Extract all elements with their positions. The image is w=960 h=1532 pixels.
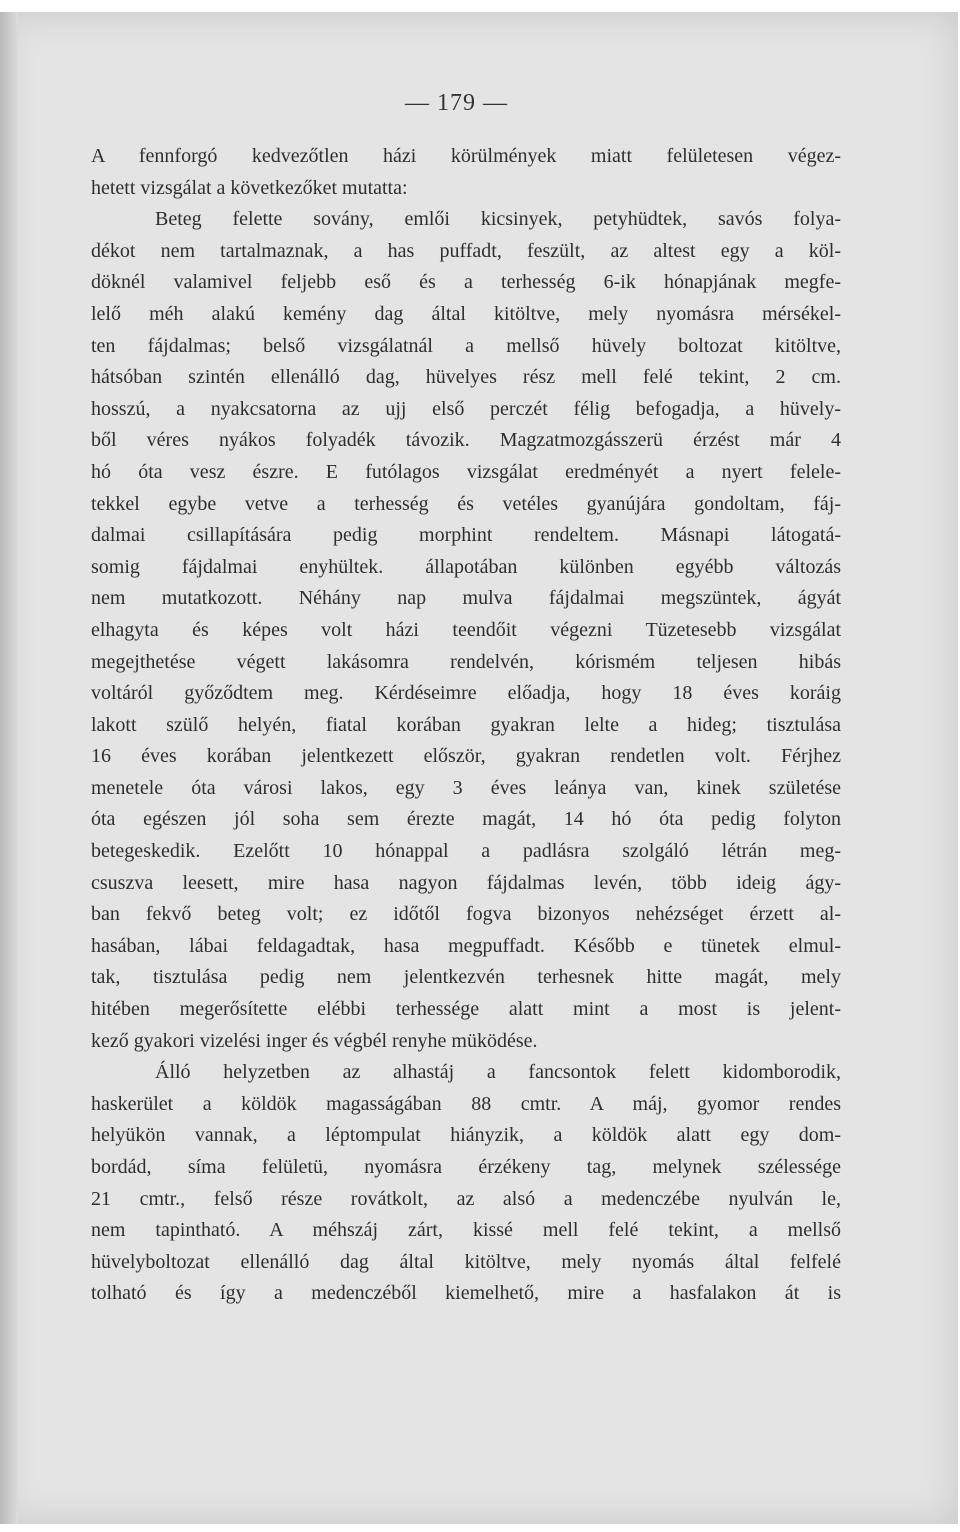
text-line: betegeskedik. Ezelőtt 10 hónappal a padlásra szolgáló létrán meg- xyxy=(91,840,841,863)
text-line: ban fekvő beteg volt; ez időtől fogva bizonyos nehézséget érzett al- xyxy=(91,903,841,926)
body-text xyxy=(91,141,841,1310)
text-line: dalmai csillapítására pedig morphint rendeltem. Másnapi látogatá- xyxy=(91,524,841,547)
text-line: lelő méh alakú kemény dag által kitöltve, mely nyomásra mérsékel- xyxy=(91,302,841,325)
text-line: hasában, lábai feldagadtak, hasa megpuffadt. Később e tünetek elmul- xyxy=(91,934,841,957)
text-line: hó óta vesz észre. E futólagos vizsgálat eredményét a nyert felele- xyxy=(91,460,841,483)
text-line: hosszú, a nyakcsatorna az ujj első perczét félig befogadja, a hüvely- xyxy=(91,397,841,420)
text-line: voltáról győződtem meg. Kérdéseimre előadja, hogy 18 éves koráig xyxy=(91,682,841,705)
text-line: kező gyakori vizelési inger és végbél renyhe müködése. xyxy=(91,1029,538,1052)
paragraph-start-line: Beteg felette sovány, emlői kicsinyek, petyhüdtek, savós folya- xyxy=(155,208,841,231)
text-line: ből véres nyákos folyadék távozik. Magzatmozgásszerü érzést már 4 xyxy=(91,429,841,452)
text-line: tekkel egybe vetve a terhesség és vetéles gyanújára gondoltam, fáj- xyxy=(91,492,841,515)
text-line: nem tapintható. A méhszáj zárt, kissé mell felé tekint, a mellső xyxy=(91,1219,841,1242)
text-line: hitében megerősítette elébbi terhessége alatt mint a most is jelent- xyxy=(91,998,841,1021)
paragraph-start-line: Álló helyzetben az alhastáj a fancsontok felett kidomborodik, xyxy=(155,1061,841,1084)
text-line: hüvelyboltozat ellenálló dag által kitöltve, mely nyomás által felfelé xyxy=(91,1250,841,1273)
text-line: bordád, síma felületü, nyomásra érzékeny tag, melynek szélessége xyxy=(91,1156,841,1178)
text-line: dékot nem tartalmaznak, a has puffadt, feszült, az altest egy a köl- xyxy=(91,239,841,262)
text-line: hátsóban szintén ellenálló dag, hüvelyes rész mell felé tekint, 2 cm. xyxy=(91,366,841,389)
text-line: helyükön vannak, a léptompulat hiányzik, a köldök alatt egy dom- xyxy=(91,1124,841,1147)
text-line: nem mutatkozott. Néhány nap mulva fájdalmai megszüntek, ágyát xyxy=(91,587,841,610)
text-line: hetett vizsgálat a következőket mutatta: xyxy=(91,176,408,199)
text-line: döknél valamivel feljebb eső és a terhesség 6-ik hónapjának megfe- xyxy=(91,271,841,294)
text-line: elhagyta és képes volt házi teendőit végezni Tüzetesebb vizsgálat xyxy=(91,618,841,641)
text-line: megejthetése végett lakásomra rendelvén, kórismém teljesen hibás xyxy=(91,650,841,673)
text-line: tolható és így a medenczéből kiemelhető, mire a hasfalakon át is xyxy=(91,1282,841,1305)
text-line: menetele óta városi lakos, egy 3 éves leánya van, kinek születése xyxy=(91,776,841,799)
text-line: lakott szülő helyén, fiatal korában gyakran lelte a hideg; tisztulása xyxy=(91,713,841,736)
text-line: csuszva leesett, mire hasa nagyon fájdalmas levén, több ideig ágy- xyxy=(91,871,841,894)
text-line: tak, tisztulása pedig nem jelentkezvén terhesnek hitte magát, mely xyxy=(91,966,841,989)
text-line: somig fájdalmai enyhültek. állapotában különben egyébb változás xyxy=(91,555,841,578)
page-number: — 179 — xyxy=(405,90,508,116)
text-line: haskerület a köldök magasságában 88 cmtr. A máj, gyomor rendes xyxy=(91,1092,841,1115)
text-line: ten fájdalmas; belső vizsgálatnál a mellső hüvely boltozat kitöltve, xyxy=(91,334,841,357)
text-line: 16 éves korában jelentkezett először, gyakran rendetlen volt. Férjhez xyxy=(91,745,841,768)
text-line: 21 cmtr., felső része rovátkolt, az alsó a medenczébe nyulván le, xyxy=(91,1187,841,1210)
text-line: A fennforgó kedvezőtlen házi körülmények miatt felületesen végez- xyxy=(91,145,841,167)
text-line: óta egészen jól soha sem érezte magát, 14 hó óta pedig folyton xyxy=(91,808,841,831)
